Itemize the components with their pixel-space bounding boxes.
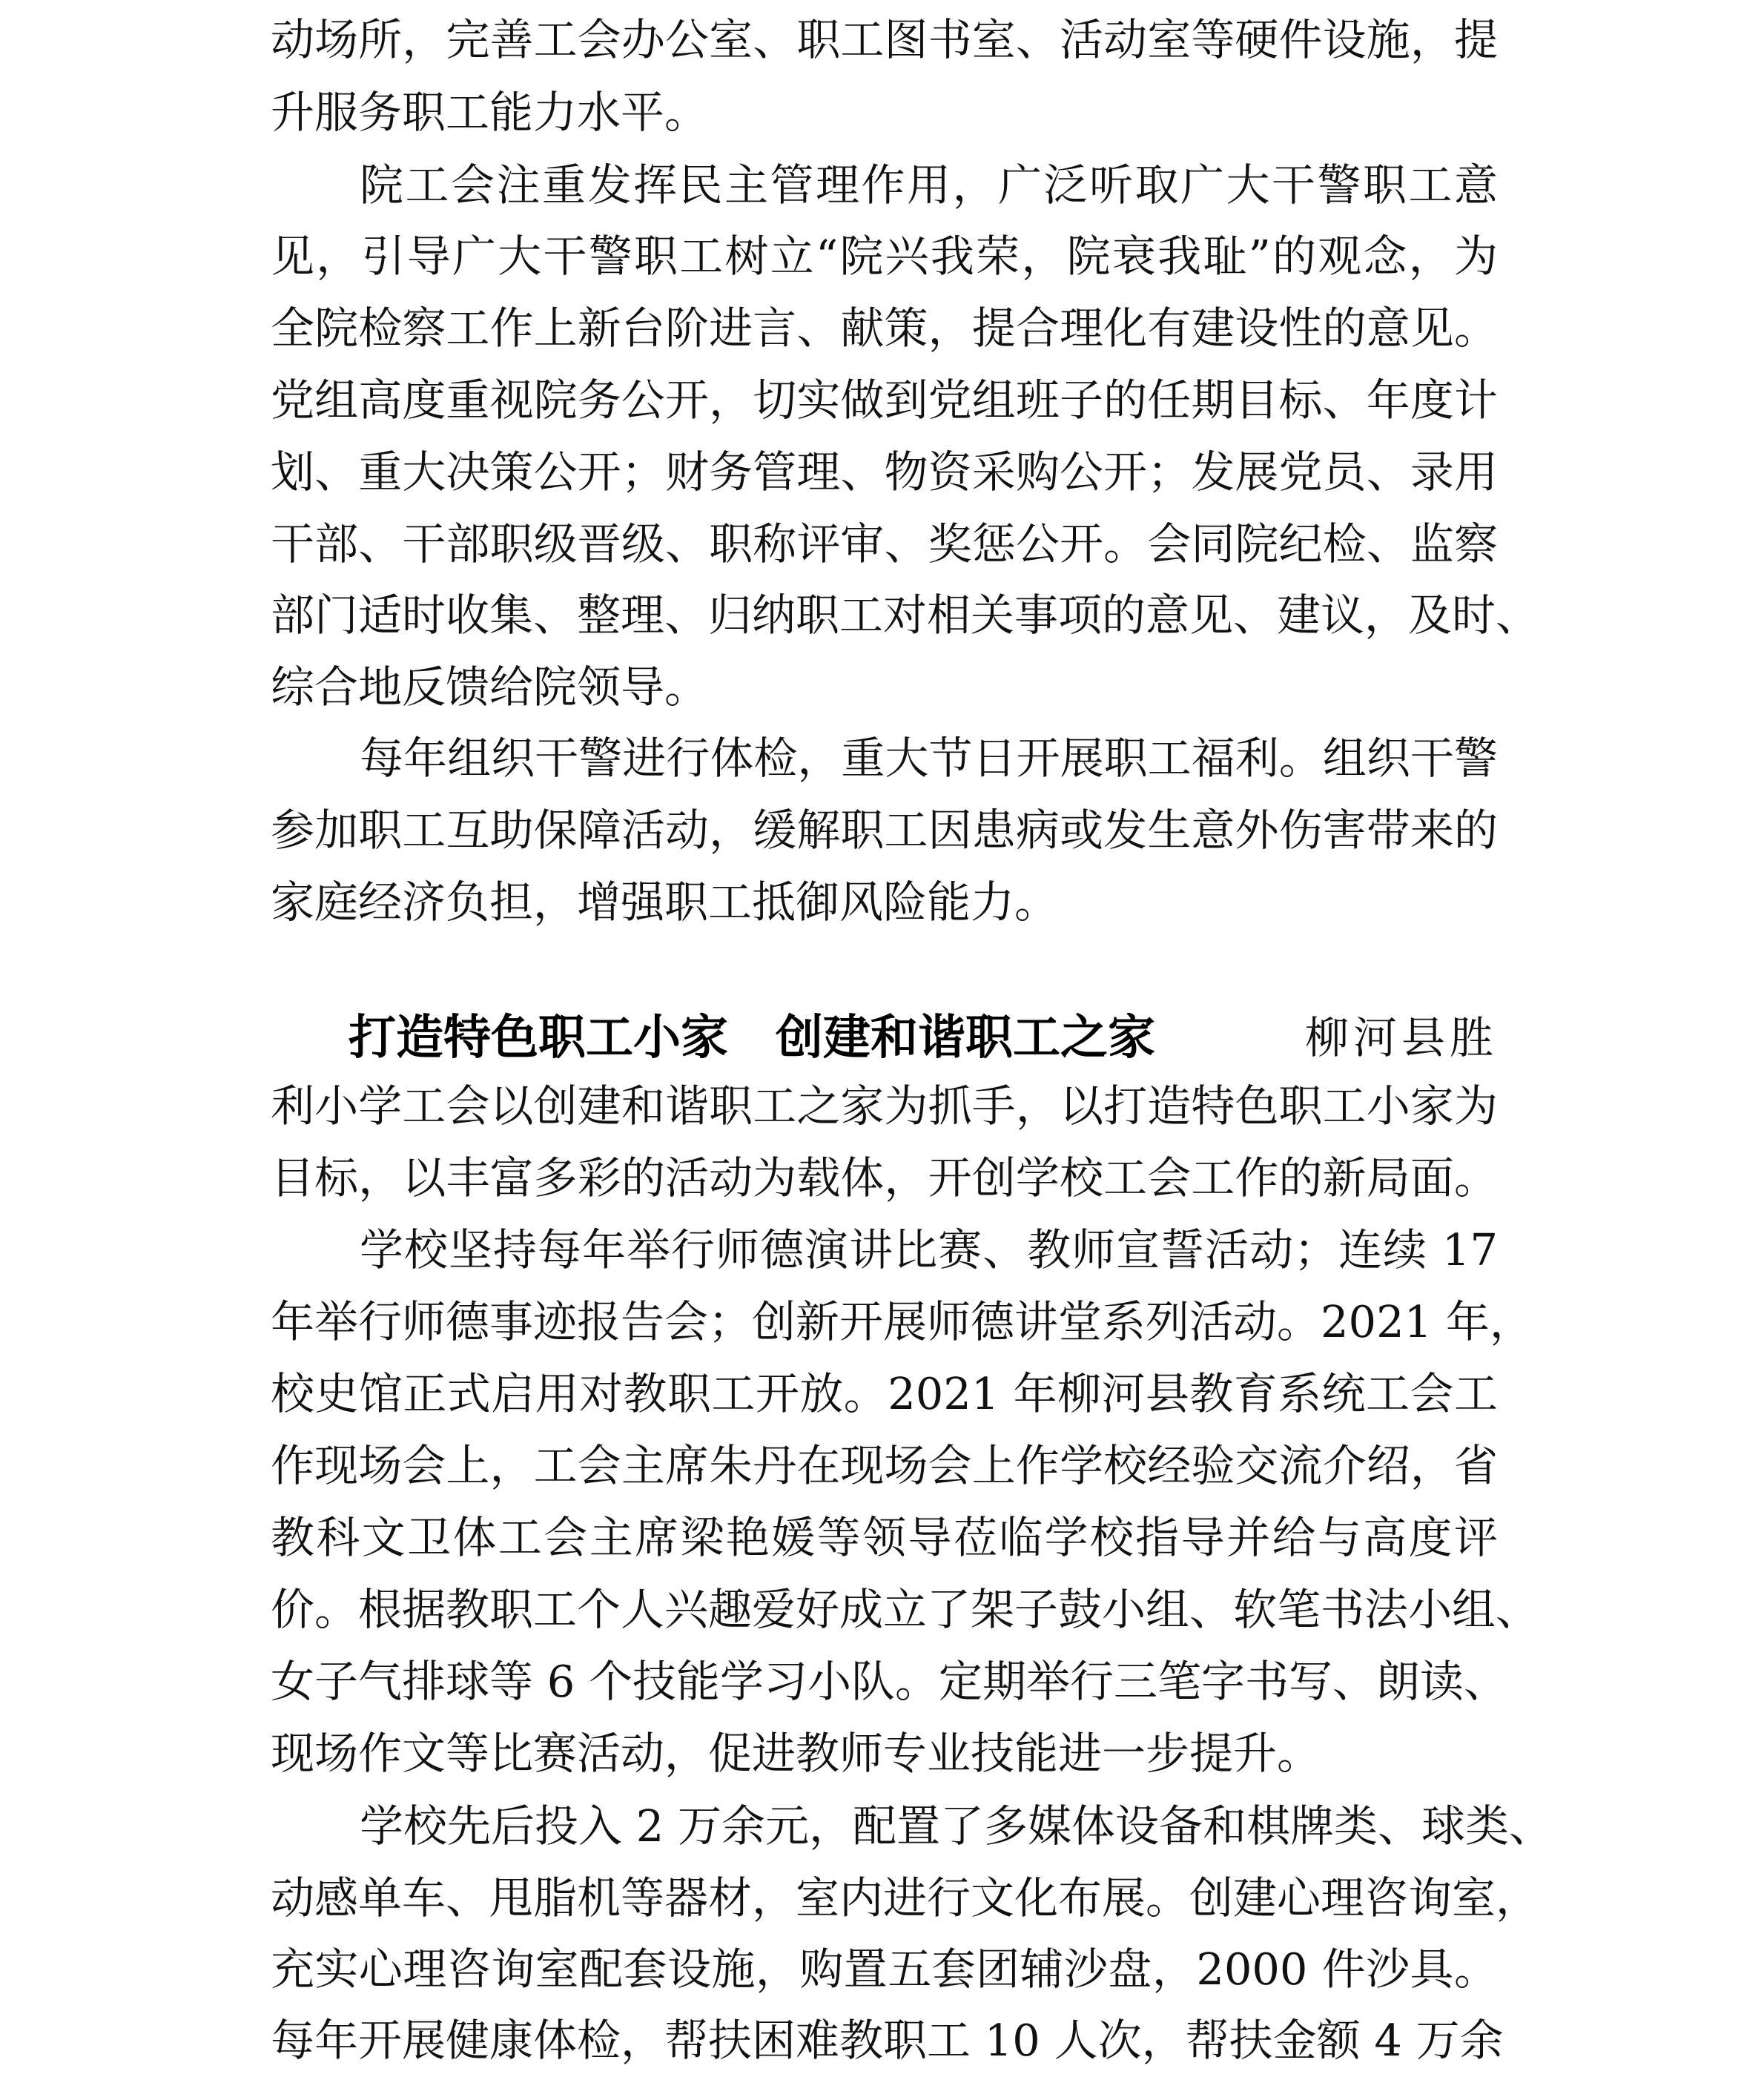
paragraph-line: 价。根据教职工个人兴趣爱好成立了架子鼓小组、软笔书法小组、 <box>271 1584 1540 1635</box>
paragraph-line: 参加职工互助保障活动，缓解职工因患病或发生意外伤害带来的 <box>271 805 1498 856</box>
paragraph-line: 学校坚持每年举行师德演讲比赛、教师宣誓活动；连续 17 <box>360 1224 1498 1275</box>
paragraph-line: 年举行师德事迹报告会；创新开展师德讲堂系列活动。2021 年， <box>271 1296 1533 1347</box>
paragraph-line: 动感单车、甩脂机等器材，室内进行文化布展。创建心理咨询室， <box>271 1872 1540 1924</box>
paragraph-line: 学校先后投入 2 万余元，配置了多媒体设备和棋牌类、球类、 <box>360 1800 1553 1852</box>
article-title: 打造特色职工小家 创建和谐职工之家 <box>348 1011 1155 1066</box>
paragraph-line: 目标，以丰富多彩的活动为载体，开创学校工会工作的新局面。 <box>271 1152 1498 1203</box>
paragraph-line: 部门适时收集、整理、归纳职工对相关事项的意见、建议，及时、 <box>271 590 1540 641</box>
paragraph-line: 利小学工会以创建和谐职工之家为抓手，以打造特色职工小家为 <box>271 1080 1498 1132</box>
paragraph-line: 校史馆正式启用对教职工开放。2021 年柳河县教育系统工会工 <box>271 1368 1498 1419</box>
paragraph-line: 升服务职工能力水平。 <box>271 87 709 138</box>
paragraph-line: 院工会注重发挥民主管理作用，广泛听取广大干警职工意 <box>360 159 1498 211</box>
paragraph-line: 现场作文等比赛活动，促进教师专业技能进一步提升。 <box>271 1728 1321 1779</box>
paragraph-line: 每年开展健康体检，帮扶困难教职工 10 人次，帮扶金额 4 万余 <box>271 2015 1504 2066</box>
paragraph-line: 综合地反馈给院领导。 <box>271 661 709 713</box>
paragraph-line: 党组高度重视院务公开，切实做到党组班子的任期目标、年度计 <box>271 374 1498 426</box>
paragraph-line: 作现场会上，工会主席朱丹在现场会上作学校经验交流介绍，省 <box>271 1440 1498 1491</box>
paragraph-line: 动场所，完善工会办公室、职工图书室、活动室等硬件设施，提 <box>271 14 1498 65</box>
paragraph-line: 充实心理咨询室配套设施，购置五套团辅沙盘，2000 件沙具。 <box>271 1944 1498 1995</box>
paragraph-line: 见，引导广大干警职工树立“院兴我荣，院衰我耻”的观念，为 <box>271 231 1498 282</box>
paragraph-line: 全院检察工作上新台阶进言、献策，提合理化有建设性的意见。 <box>271 303 1498 354</box>
article-title-tail: 柳河县胜 <box>1304 1012 1498 1063</box>
paragraph-line: 女子气排球等 6 个技能学习小队。定期举行三笔字书写、朗读、 <box>271 1656 1508 1707</box>
paragraph-line: 教科文卫体工会主席梁艳媛等领导莅临学校指导并给与高度评 <box>271 1512 1498 1563</box>
paragraph-line: 每年组织干警进行体检，重大节日开展职工福利。组织干警 <box>360 733 1498 784</box>
paragraph-line: 划、重大决策公开；财务管理、物资采购公开；发展党员、录用 <box>271 446 1498 498</box>
paragraph-line: 干部、干部职级晋级、职称评审、奖惩公开。会同院纪检、监察 <box>271 518 1498 569</box>
paragraph-line: 家庭经济负担，增强职工抵御风险能力。 <box>271 876 1059 928</box>
article-heading <box>348 1005 1498 1071</box>
